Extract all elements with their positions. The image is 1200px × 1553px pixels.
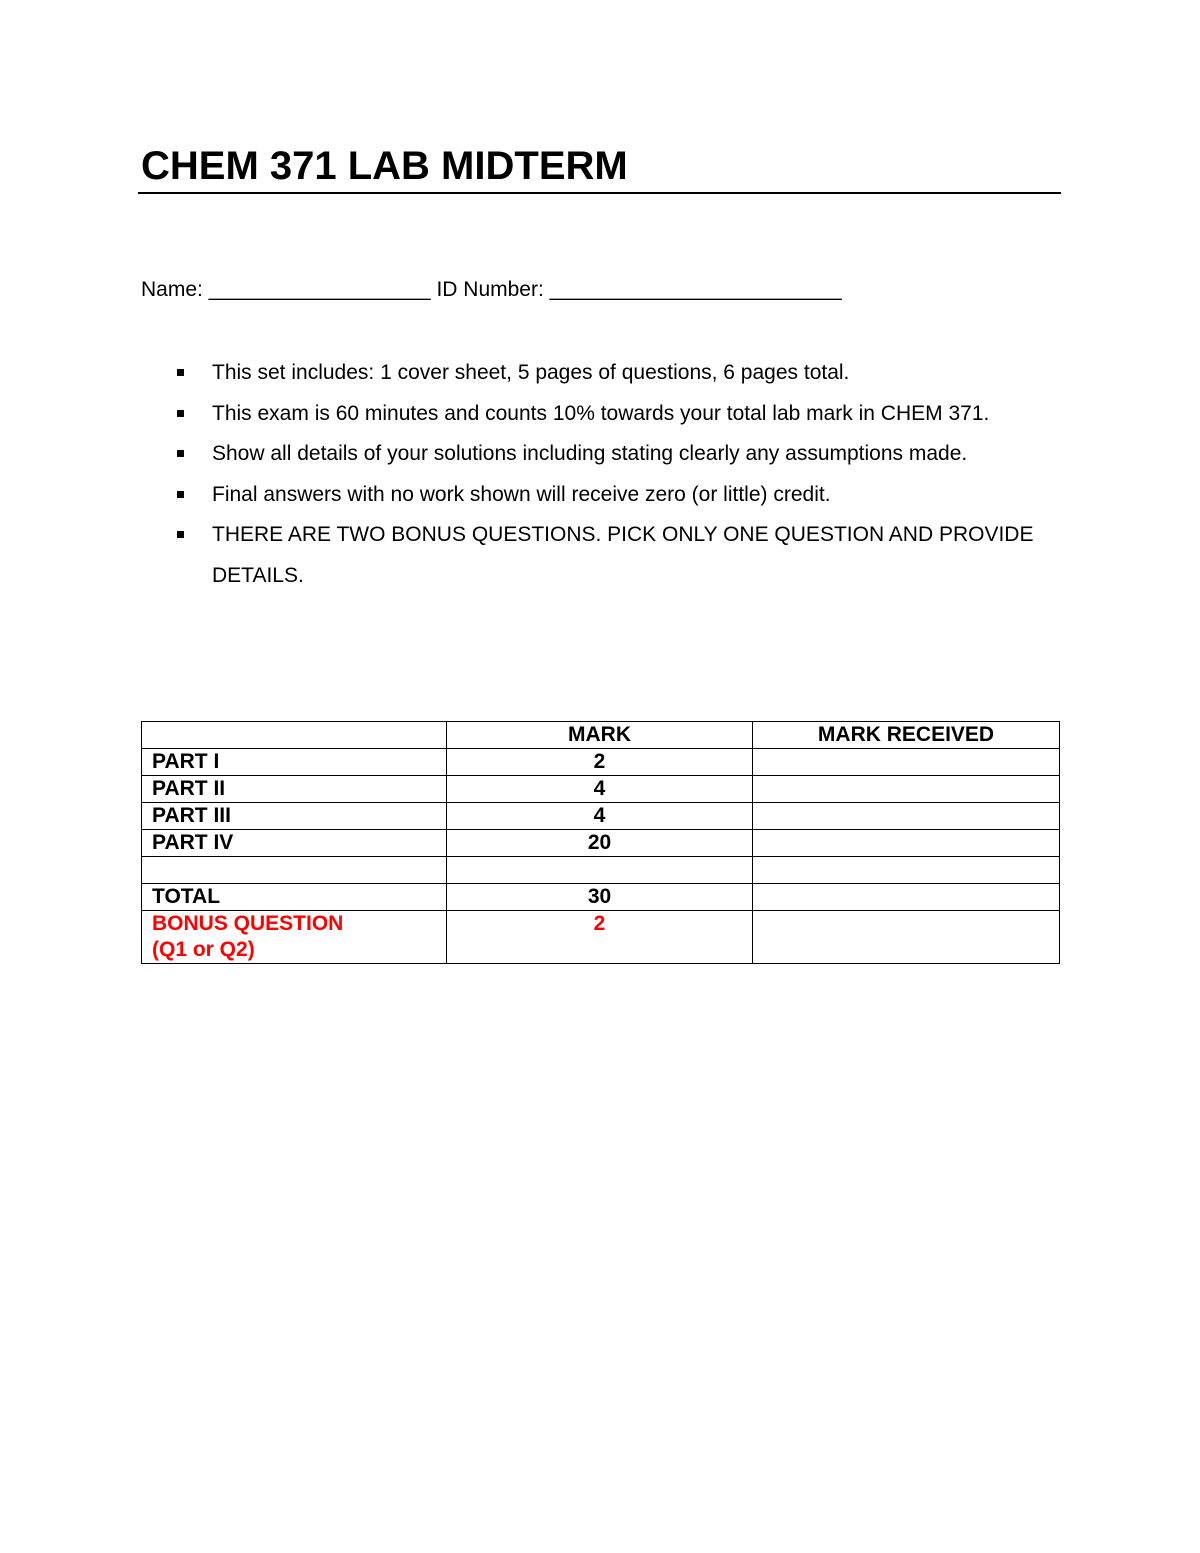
mark-received-cell (753, 857, 1060, 884)
part-cell (142, 857, 447, 884)
id-number-label: ID Number: (436, 278, 544, 301)
id-number-field[interactable]: _________________________ (549, 278, 842, 301)
mark-cell: 4 (447, 776, 753, 803)
header-cell-mark-received: MARK RECEIVED (753, 722, 1060, 749)
mark-received-cell (753, 776, 1060, 803)
instruction-text: This exam is 60 minutes and counts 10% towards your total lab mark in CHEM 371. (212, 401, 990, 425)
mark-received-cell (753, 884, 1060, 911)
mark-received-cell (753, 749, 1060, 776)
table-row (142, 803, 1060, 830)
instruction-item (141, 434, 1071, 475)
table-header-row (142, 722, 1060, 749)
table-row (142, 749, 1060, 776)
mark-received-cell (753, 830, 1060, 857)
part-cell: PART I (142, 749, 447, 776)
student-info-line (141, 276, 842, 304)
mark-cell: 30 (447, 884, 753, 911)
table-row (142, 857, 1060, 884)
instruction-text: THERE ARE TWO BONUS QUESTIONS. PICK ONLY ONE QUESTION AND PROVIDE DETAILS. (212, 523, 1034, 587)
square-bullet-icon (177, 410, 184, 417)
bonus-mark-cell: 2 (447, 911, 753, 964)
part-cell: TOTAL (142, 884, 447, 911)
square-bullet-icon (177, 450, 184, 457)
bonus-label: BONUS QUESTION (152, 912, 344, 935)
instruction-item (141, 475, 1071, 516)
bonus-part-cell (142, 911, 447, 964)
part-cell: PART II (142, 776, 447, 803)
page-title: CHEM 371 LAB MIDTERM (141, 144, 628, 188)
instructions-list (141, 353, 1071, 596)
table-row-bonus (142, 911, 1060, 964)
mark-cell: 20 (447, 830, 753, 857)
instruction-text: Final answers with no work shown will receive zero (or little) credit. (212, 482, 831, 506)
marks-table (141, 721, 1060, 964)
part-cell: PART III (142, 803, 447, 830)
bonus-mark-received-cell (753, 911, 1060, 964)
mark-cell: 4 (447, 803, 753, 830)
part-cell: PART IV (142, 830, 447, 857)
mark-received-cell (753, 803, 1060, 830)
square-bullet-icon (177, 531, 184, 538)
table-row (142, 830, 1060, 857)
instruction-item (141, 515, 1071, 596)
mark-cell: 2 (447, 749, 753, 776)
table-row-total (142, 884, 1060, 911)
instruction-item (141, 353, 1071, 394)
name-field[interactable]: ___________________ (208, 278, 431, 301)
table-row (142, 776, 1060, 803)
header-cell-mark: MARK (447, 722, 753, 749)
instruction-text: Show all details of your solutions including stating clearly any assumptions made. (212, 442, 968, 465)
instruction-text: This set includes: 1 cover sheet, 5 pages of questions, 6 pages total. (212, 361, 850, 384)
square-bullet-icon (177, 491, 184, 498)
header-cell-part (142, 722, 447, 749)
square-bullet-icon (177, 369, 184, 376)
title-underline (138, 192, 1061, 194)
bonus-sublabel: (Q1 or Q2) (152, 938, 255, 961)
instruction-item (141, 394, 1071, 435)
mark-cell (447, 857, 753, 884)
name-label: Name: (141, 278, 203, 301)
